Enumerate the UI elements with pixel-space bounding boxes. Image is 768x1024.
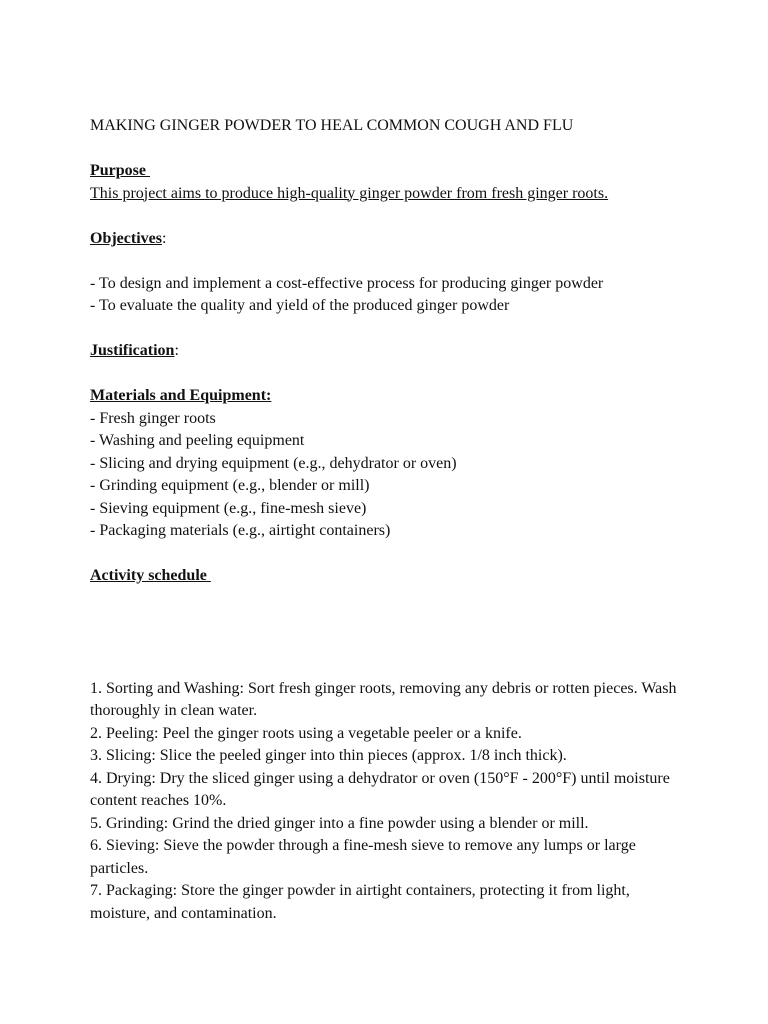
justification-heading-colon: : [174, 342, 179, 359]
justification-heading: Justification [90, 342, 175, 359]
schedule-step: 5. Grinding: Grind the dried ginger into a fine powder using a blender or mill. [90, 814, 589, 832]
material-item: - Grinding equipment (e.g., blender or mill) [90, 477, 370, 494]
spacer [90, 543, 690, 566]
spacer [90, 318, 690, 341]
schedule-step: 4. Drying: Dry the sliced ginger using a dehydrator or oven (150°F - 200°F) until moisture content reaches 10%. [90, 769, 674, 809]
schedule-step: 3. Slicing: Slice the peeled ginger into thin pieces (approx. 1/8 inch thick). [90, 747, 567, 764]
schedule-heading: Activity schedule [90, 567, 211, 584]
spacer [90, 363, 690, 386]
objective-item: - To evaluate the quality and yield of the produced ginger powder [90, 297, 510, 314]
spacer [90, 588, 690, 678]
material-item: - Sieving equipment (e.g., fine-mesh sieve) [90, 499, 367, 517]
materials-list [90, 408, 690, 543]
schedule-step: 2. Peeling: Peel the ginger roots using a vegetable peeler or a knife. [90, 724, 522, 742]
schedule-step: 6. Sieving: Sieve the powder through a fine-mesh sieve to remove any lumps or large particles. [90, 837, 640, 877]
material-item: - Washing and peeling equipment [90, 432, 305, 449]
material-item: - Slicing and drying equipment (e.g., dehydrator or oven) [90, 454, 457, 472]
document-title: MAKING GINGER POWDER TO HEAL COMMON COUGH AND FLU [90, 117, 574, 134]
purpose-heading: Purpose [90, 162, 150, 179]
schedule-steps [90, 678, 690, 926]
schedule-step: 1. Sorting and Washing: Sort fresh ginger roots, removing any debris or rotten pieces. Wash thoroughly in clean water. [90, 679, 681, 719]
purpose-text: This project aims to produce high-quality ginger powder from fresh ginger roots. [90, 184, 609, 202]
spacer [90, 250, 690, 273]
objectives-list [90, 273, 690, 318]
objectives-heading: Objectives [90, 229, 162, 247]
material-item: - Fresh ginger roots [90, 409, 216, 427]
objective-item: - To design and implement a cost-effective process for producing ginger powder [90, 274, 604, 292]
document-page [90, 115, 690, 925]
objectives-heading-line [90, 228, 690, 251]
materials-heading: Materials and Equipment: [90, 387, 272, 404]
justification-heading-line [90, 340, 690, 363]
material-item: - Packaging materials (e.g., airtight containers) [90, 522, 391, 539]
spacer [90, 205, 690, 228]
spacer [90, 138, 690, 161]
schedule-step: 7. Packaging: Store the ginger powder in airtight containers, protecting it from light, moisture, and contamination. [90, 882, 634, 922]
objectives-heading-colon: : [161, 229, 167, 247]
